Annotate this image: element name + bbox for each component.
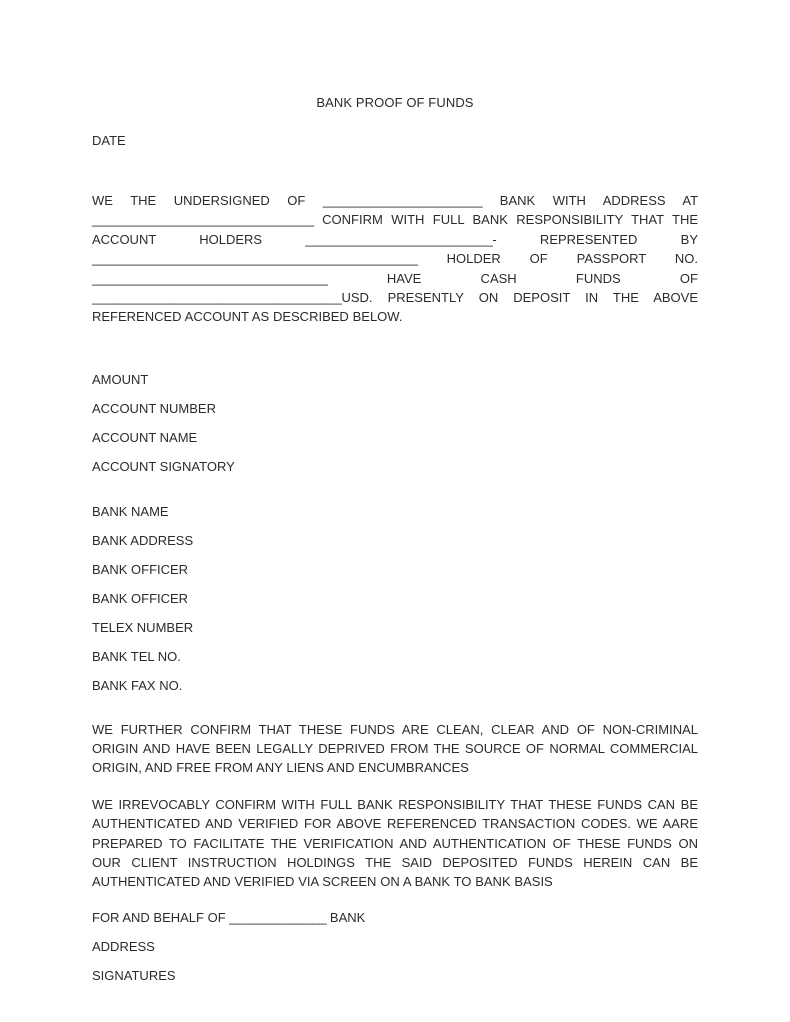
passport-number-blank[interactable]: __________________________________ — [92, 270, 328, 286]
document-content — [92, 0, 698, 997]
behalf-bank-blank[interactable]: ______________ — [229, 909, 327, 925]
represented-by-blank[interactable]: _______________________________________________ — [92, 251, 418, 267]
for-and-behalf-line — [92, 910, 698, 926]
opening-segment-2: BANK WITH ADDRESS AT — [482, 193, 699, 208]
list-item: ACCOUNT NUMBER — [92, 400, 216, 416]
bank-name-blank[interactable]: _______________________ — [322, 193, 483, 208]
opening-paragraph — [92, 191, 698, 327]
list-item: ACCOUNT SIGNATORY — [92, 458, 235, 474]
further-confirm-clause: WE FURTHER CONFIRM THAT THESE FUNDS ARE CLEAN, CLEAR AND OF NON-CRIMINAL ORIGIN AND HAVE BEEN LEGALLY DEPRIVED FROM THE SOURCE OF NORMAL COMMERCIAL ORIGIN, AND FREE FROM ANY LIENS AND ENCUMBRANCES — [92, 721, 698, 776]
irrevocable-confirm-clause: WE IRREVOCABLY CONFIRM WITH FULL BANK RESPONSIBILITY THAT THESE FUNDS CAN BE AUTHENTICATED AND VERIFIED FOR ABOVE REFERENCED TRANSACTION CODES. WE AARE PREPARED TO FACILITATE THE VERIFICATION AND AUTHENTICATION OF THESE FUNDS ON OUR CLIENT INSTRUCTION HOLDINGS THE SAID DEPOSITED FUNDS HEREIN CAN BE AUTHENTICATED AND VERIFIED VIA SCREEN ON A BANK TO BANK BASIS — [92, 796, 698, 890]
opening-segment-6: HAVE CASH FUNDS OF — [327, 270, 698, 286]
account-details-list — [92, 372, 698, 475]
bank-details-list — [92, 504, 698, 694]
address-label: ADDRESS — [92, 938, 155, 954]
list-item: BANK OFFICER — [92, 590, 189, 606]
list-item: BANK NAME — [92, 503, 169, 519]
opening-segment-5: HOLDER OF PASSPORT NO. — [417, 251, 698, 267]
list-item: AMOUNT — [92, 371, 149, 387]
opening-segment-3: CONFIRM WITH FULL BANK RESPONSIBILITY THAT THE ACCOUNT HOLDERS — [92, 212, 698, 247]
list-item: BANK TEL NO. — [92, 648, 181, 664]
date-label: DATE — [92, 133, 126, 148]
signatures-label: SIGNATURES — [92, 967, 176, 983]
account-holders-blank[interactable]: ___________________________ — [305, 231, 493, 247]
opening-segment-4: - REPRESENTED BY — [492, 231, 698, 247]
list-item: ACCOUNT NAME — [92, 429, 198, 445]
opening-segment-1: WE THE UNDERSIGNED OF — [92, 193, 323, 208]
for-and-behalf-suffix: BANK — [326, 909, 366, 925]
cash-funds-amount-blank[interactable]: ____________________________________ — [92, 290, 342, 306]
for-and-behalf-prefix: FOR AND BEHALF OF — [92, 909, 230, 925]
opening-segment-7: USD. PRESENTLY ON DEPOSIT IN THE ABOVE REFERENCED ACCOUNT AS DESCRIBED BELOW. — [92, 290, 698, 325]
page-title: BANK PROOF OF FUNDS — [316, 95, 474, 110]
list-item: BANK OFFICER — [92, 561, 189, 577]
list-item: BANK FAX NO. — [92, 677, 183, 693]
list-item: BANK ADDRESS — [92, 532, 194, 548]
bank-address-blank[interactable]: ________________________________ — [92, 212, 314, 228]
signature-block — [92, 910, 698, 984]
list-item: TELEX NUMBER — [92, 619, 194, 635]
